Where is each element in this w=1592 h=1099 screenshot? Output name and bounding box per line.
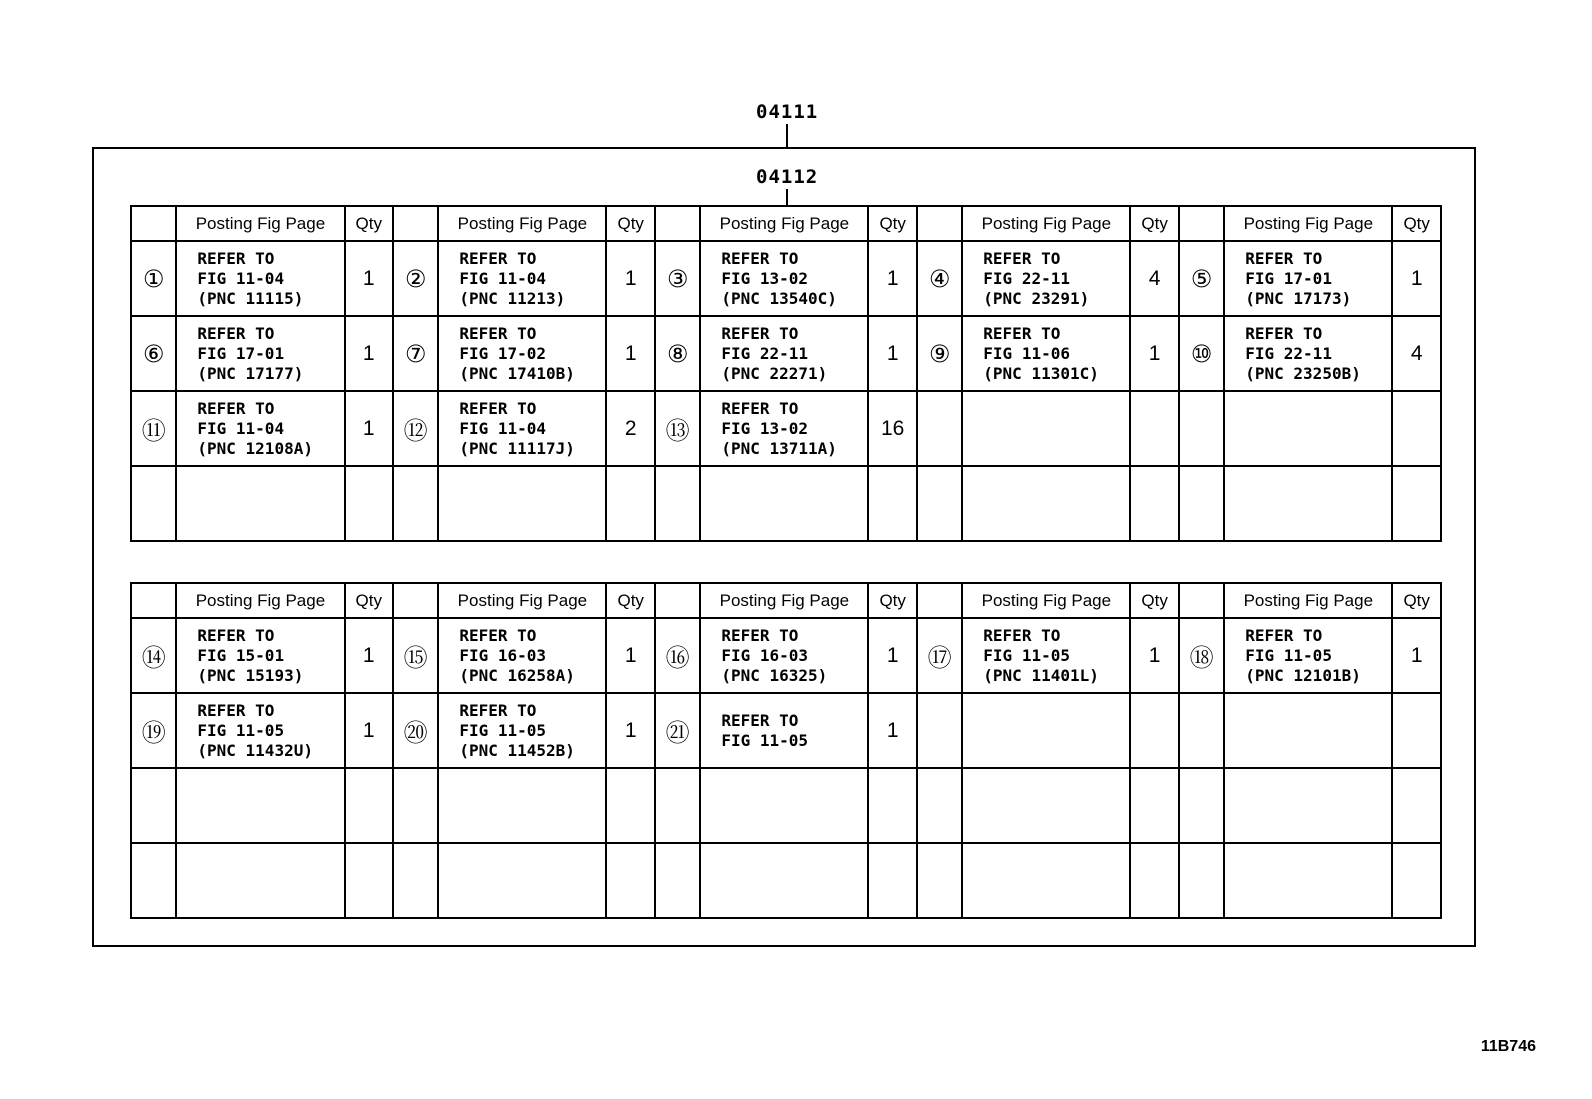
fig-reference-line: REFER TO [1245,248,1323,268]
fig-reference-line: REFER TO [459,700,537,720]
fig-reference-line: REFER TO [721,248,799,268]
header-posting-fig-page: Posting Fig Page [438,583,606,618]
header-qty: Qty [345,206,393,241]
header-qty: Qty [345,583,393,618]
fig-reference-line: FIG 16-03 [459,645,547,665]
header-posting-fig-page: Posting Fig Page [176,206,344,241]
fig-reference-cell [700,843,868,918]
fig-reference-cell [700,768,868,843]
fig-reference-cell [1224,618,1392,693]
fig-reference-line: (PNC 17173) [1245,288,1352,308]
fig-reference-cell [176,316,344,391]
header-qty: Qty [1130,583,1178,618]
fig-reference-cell [1224,843,1392,918]
part-number-marker [131,768,176,843]
table-row [131,316,1441,391]
fig-reference-line: FIG 11-04 [459,418,547,438]
fig-reference-line: (PNC 16325) [721,665,828,685]
header-posting-fig-page: Posting Fig Page [962,206,1130,241]
quantity-cell [345,768,393,843]
fig-reference-cell [438,391,606,466]
fig-reference-line: (PNC 13711A) [721,438,837,458]
fig-reference-cell [176,241,344,316]
quantity-cell: 4 [1130,241,1178,316]
quantity-cell: 2 [606,391,654,466]
part-number-marker [917,391,962,466]
fig-reference-cell [176,391,344,466]
header-qty: Qty [868,206,916,241]
inner-assembly-label: 04112 [756,166,819,188]
fig-reference-cell [700,241,868,316]
fig-reference-line: FIG 13-02 [721,418,809,438]
header-number-cell [131,583,176,618]
fig-reference-line: (PNC 13540C) [721,288,837,308]
table-row [131,693,1441,768]
fig-reference-line: FIG 17-02 [459,343,547,363]
part-number-marker: ④ [917,241,962,316]
header-qty: Qty [868,583,916,618]
fig-reference-line: FIG 11-04 [197,268,285,288]
fig-reference-line: (PNC 16258A) [459,665,575,685]
fig-reference-line: REFER TO [459,398,537,418]
table-row [131,466,1441,541]
part-number-marker: ⑪ [131,391,176,466]
part-number-marker: ① [131,241,176,316]
quantity-cell [1392,843,1441,918]
part-number-marker [917,693,962,768]
quantity-cell: 1 [606,693,654,768]
fig-reference-cell [176,618,344,693]
fig-reference-line: FIG 15-01 [197,645,285,665]
fig-reference-line: REFER TO [1245,625,1323,645]
fig-reference-line: (PNC 11213) [459,288,566,308]
part-number-marker [917,843,962,918]
part-number-marker [393,768,438,843]
fig-reference-line: (PNC 23250B) [1245,363,1361,383]
part-number-marker: ⑰ [917,618,962,693]
quantity-cell [1130,768,1178,843]
part-number-marker: ③ [655,241,700,316]
part-number-marker [1179,768,1224,843]
header-number-cell [655,206,700,241]
part-number-marker: ⑳ [393,693,438,768]
fig-reference-line: FIG 13-02 [721,268,809,288]
parts-table-lower [130,582,1442,919]
fig-reference-cell [438,618,606,693]
fig-reference-line: REFER TO [197,700,275,720]
fig-reference-line: (PNC 11301C) [983,363,1099,383]
fig-reference-cell [962,391,1130,466]
part-number-marker [1179,391,1224,466]
fig-reference-line: (PNC 11401L) [983,665,1099,685]
quantity-cell [1392,768,1441,843]
fig-reference-cell [1224,768,1392,843]
outer-assembly-label: 04111 [756,101,819,123]
fig-reference-line: (PNC 15193) [197,665,304,685]
quantity-cell: 1 [345,618,393,693]
fig-reference-cell [1224,466,1392,541]
fig-reference-line: FIG 11-04 [197,418,285,438]
header-posting-fig-page: Posting Fig Page [962,583,1130,618]
fig-reference-line: (PNC 12101B) [1245,665,1361,685]
table-row [131,618,1441,693]
quantity-cell [868,466,916,541]
table-header-row [131,206,1441,241]
part-number-marker [393,843,438,918]
quantity-cell [1130,693,1178,768]
fig-reference-line: FIG 22-11 [983,268,1070,288]
quantity-cell: 1 [868,241,916,316]
header-number-cell [131,206,176,241]
fig-reference-line: (PNC 11452B) [459,740,575,760]
header-number-cell [917,206,962,241]
quantity-cell [606,466,654,541]
header-number-cell [655,583,700,618]
part-number-marker [1179,693,1224,768]
fig-reference-cell [176,693,344,768]
fig-reference-line: (PNC 12108A) [197,438,313,458]
fig-reference-line: REFER TO [197,323,275,343]
part-number-marker [131,843,176,918]
fig-reference-line: FIG 17-01 [197,343,285,363]
header-number-cell [1179,206,1224,241]
fig-reference-line: (PNC 11432U) [197,740,313,760]
part-number-marker [655,843,700,918]
parts-table-upper [130,205,1442,542]
fig-reference-line: REFER TO [197,625,275,645]
fig-reference-line: (PNC 17410B) [459,363,575,383]
part-number-marker: ② [393,241,438,316]
fig-reference-cell [438,843,606,918]
fig-reference-cell [438,693,606,768]
quantity-cell [1130,466,1178,541]
header-posting-fig-page: Posting Fig Page [438,206,606,241]
header-number-cell [1179,583,1224,618]
table-row [131,391,1441,466]
fig-reference-line: (PNC 11115) [197,288,304,308]
quantity-cell [1130,391,1178,466]
quantity-cell: 1 [868,618,916,693]
header-qty: Qty [606,206,654,241]
fig-reference-cell [700,391,868,466]
quantity-cell [1392,693,1441,768]
quantity-cell: 1 [345,693,393,768]
header-number-cell [917,583,962,618]
quantity-cell: 1 [345,241,393,316]
fig-reference-cell [1224,241,1392,316]
inner-label-leader [786,189,788,205]
quantity-cell [868,843,916,918]
quantity-cell [606,843,654,918]
fig-reference-line: REFER TO [721,323,799,343]
part-number-marker [1179,466,1224,541]
fig-reference-cell [962,316,1130,391]
quantity-cell [1392,466,1441,541]
fig-reference-cell [962,768,1130,843]
header-posting-fig-page: Posting Fig Page [700,206,868,241]
fig-reference-cell [962,693,1130,768]
fig-reference-line: REFER TO [721,625,799,645]
fig-reference-line: REFER TO [983,323,1061,343]
fig-reference-cell [176,843,344,918]
table-header-row [131,583,1441,618]
fig-reference-line: FIG 11-05 [459,720,547,740]
quantity-cell: 1 [606,241,654,316]
part-number-marker: ⑯ [655,618,700,693]
part-number-marker: ⑥ [131,316,176,391]
quantity-cell: 1 [1130,316,1178,391]
part-number-marker [1179,843,1224,918]
header-posting-fig-page: Posting Fig Page [176,583,344,618]
part-number-marker: ⑩ [1179,316,1224,391]
fig-reference-cell [1224,693,1392,768]
fig-reference-cell [176,466,344,541]
fig-reference-cell [438,466,606,541]
fig-reference-cell [438,768,606,843]
quantity-cell: 1 [868,316,916,391]
fig-reference-cell [1224,316,1392,391]
fig-reference-line: REFER TO [983,248,1061,268]
part-number-marker [131,466,176,541]
part-number-marker: ⑨ [917,316,962,391]
fig-reference-line: FIG 22-11 [721,343,809,363]
fig-reference-line: REFER TO [197,248,275,268]
table-row [131,241,1441,316]
quantity-cell: 1 [345,316,393,391]
fig-reference-line: REFER TO [459,248,537,268]
fig-reference-cell [1224,391,1392,466]
quantity-cell [606,768,654,843]
fig-reference-line: (PNC 17177) [197,363,304,383]
part-number-marker: ⑧ [655,316,700,391]
quantity-cell [1130,843,1178,918]
fig-reference-line: (PNC 22271) [721,363,828,383]
fig-reference-line: REFER TO [721,710,799,730]
fig-reference-cell [438,241,606,316]
fig-reference-line: FIG 11-05 [1245,645,1332,665]
fig-reference-cell [176,768,344,843]
fig-reference-line: FIG 11-05 [197,720,285,740]
table-row [131,768,1441,843]
table-row [131,843,1441,918]
quantity-cell: 1 [345,391,393,466]
fig-reference-cell [962,843,1130,918]
fig-reference-line: FIG 11-05 [721,730,809,750]
fig-reference-cell [700,466,868,541]
fig-reference-line: FIG 11-06 [983,343,1070,363]
quantity-cell: 1 [606,316,654,391]
header-qty: Qty [1392,206,1441,241]
fig-reference-cell [700,316,868,391]
quantity-cell: 1 [1392,241,1441,316]
part-number-marker: ⑮ [393,618,438,693]
fig-reference-line: FIG 11-04 [459,268,547,288]
fig-reference-line: REFER TO [1245,323,1323,343]
fig-reference-line: FIG 17-01 [1245,268,1332,288]
header-number-cell [393,206,438,241]
quantity-cell: 1 [1130,618,1178,693]
fig-reference-cell [700,618,868,693]
fig-reference-cell [438,316,606,391]
part-number-marker [393,466,438,541]
fig-reference-cell [700,693,868,768]
quantity-cell [868,768,916,843]
quantity-cell [345,843,393,918]
header-posting-fig-page: Posting Fig Page [700,583,868,618]
part-number-marker: ⑱ [1179,618,1224,693]
fig-reference-line: REFER TO [983,625,1061,645]
part-number-marker: ⑬ [655,391,700,466]
part-number-marker: ⑲ [131,693,176,768]
fig-reference-cell [962,466,1130,541]
part-number-marker: ⑭ [131,618,176,693]
fig-reference-line: (PNC 11117J) [459,438,575,458]
quantity-cell: 4 [1392,316,1441,391]
fig-reference-line: REFER TO [459,625,537,645]
fig-reference-line: FIG 11-05 [983,645,1070,665]
quantity-cell: 1 [606,618,654,693]
fig-reference-line: FIG 22-11 [1245,343,1332,363]
fig-reference-line: FIG 16-03 [721,645,809,665]
fig-reference-line: REFER TO [197,398,275,418]
header-number-cell [393,583,438,618]
fig-reference-line: REFER TO [459,323,537,343]
fig-reference-cell [962,618,1130,693]
quantity-cell: 1 [1392,618,1441,693]
header-posting-fig-page: Posting Fig Page [1224,206,1392,241]
part-number-marker: ⑫ [393,391,438,466]
part-number-marker [917,768,962,843]
part-number-marker [917,466,962,541]
drawing-code: 11B746 [1480,1038,1536,1055]
part-number-marker [655,768,700,843]
quantity-cell: 1 [868,693,916,768]
header-qty: Qty [1130,206,1178,241]
fig-reference-line: REFER TO [721,398,799,418]
quantity-cell [345,466,393,541]
fig-reference-cell [962,241,1130,316]
quantity-cell [1392,391,1441,466]
part-number-marker: ⑦ [393,316,438,391]
header-qty: Qty [1392,583,1441,618]
part-number-marker: ⑤ [1179,241,1224,316]
outer-label-leader [786,124,788,147]
part-number-marker [655,466,700,541]
fig-reference-line: (PNC 23291) [983,288,1090,308]
part-number-marker: ㉑ [655,693,700,768]
header-posting-fig-page: Posting Fig Page [1224,583,1392,618]
quantity-cell: 16 [868,391,916,466]
header-qty: Qty [606,583,654,618]
